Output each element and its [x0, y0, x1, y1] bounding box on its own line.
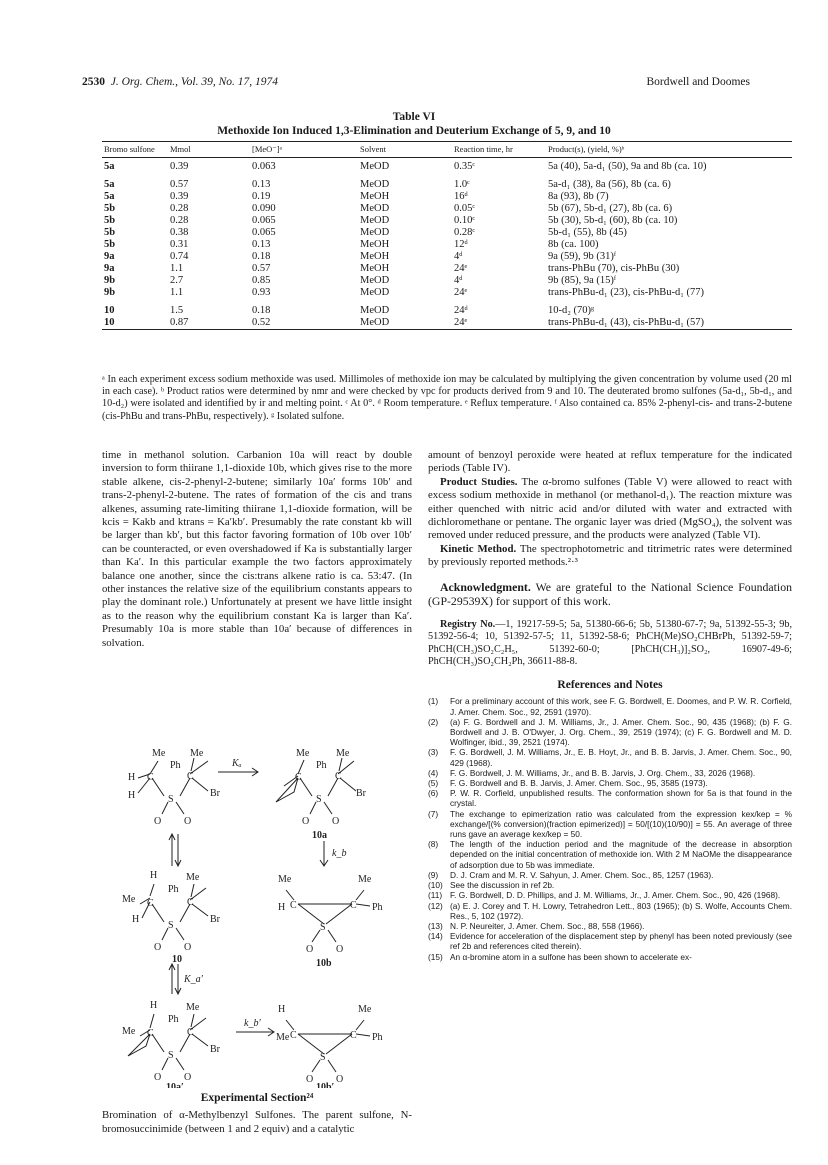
atom-me: Me: [122, 894, 136, 905]
atom-me: Me: [186, 1002, 200, 1013]
cell-mmol: 0.31: [170, 239, 189, 250]
atom-c: C: [187, 771, 194, 782]
reference-item: [428, 931, 792, 951]
reference-number: (7): [428, 808, 439, 819]
reference-number: (6): [428, 788, 439, 799]
registry-heading: Registry No.: [440, 618, 496, 630]
table-row: [102, 191, 792, 203]
table-row: [102, 317, 792, 330]
col-header-meo: [MeO⁻]ᵃ: [252, 144, 282, 154]
reference-text: An α-bromine atom in a sulfone has been shown to accelerate ex-: [450, 951, 692, 962]
atom-ph: Ph: [372, 902, 383, 913]
journal-citation: J. Org. Chem., Vol. 39, No. 17, 1974: [110, 76, 279, 88]
compound-label-10: 10: [172, 954, 182, 965]
atom-ph: Ph: [316, 760, 327, 771]
table-footnotes: ᵃ In each experiment excess sodium methoxide was used. Millimoles of methoxide ion may be calculated by multiplying the given concentration by volume used (20 ml in each case). ᵇ Product ratios were determined by nmr and were checked by vpc for products derived from 9 and 10. The deuterated bromo sulfones (5a-d₁, 5b-d₁, and 10-d₂) were isolated and identified by ir and melting point. ᶜ At 0°. ᵈ Room temperature. ᵉ Reflux temperature. ᶠ Also contained ca. 85% 2-phenyl-cis- and trans-2-butene (cis-PhBu and trans-PhBu, respectively). ᵍ Isolated sulfone.: [102, 374, 792, 422]
cell-products: 8a (93), 8b (7): [548, 191, 609, 202]
reference-item: [428, 788, 792, 808]
reference-number: (13): [428, 920, 443, 931]
results-table: [102, 141, 792, 331]
cell-mmol: 0.38: [170, 227, 189, 238]
atom-c: C: [147, 1028, 154, 1039]
cell-mmol: 0.39: [170, 161, 189, 172]
cell-solvent: MeOH: [360, 263, 390, 274]
table-row: [102, 227, 792, 239]
atom-br: Br: [210, 788, 220, 799]
atom-s: S: [320, 1052, 326, 1063]
cell-mmol: 0.87: [170, 317, 189, 328]
kinetic-method-heading: Kinetic Method.: [440, 542, 517, 555]
atom-br: Br: [210, 914, 220, 925]
table-header-row: [102, 142, 792, 158]
cell-solvent: MeOD: [360, 227, 390, 238]
cell-mmol: 1.1: [170, 263, 184, 274]
atom-s: S: [320, 922, 326, 933]
atom-me: Me: [358, 1004, 372, 1015]
reference-item: [428, 778, 792, 788]
atom-o: O: [306, 944, 314, 955]
page-number: 2530: [82, 76, 105, 88]
cell-products: 5b (67), 5b-d₁ (27), 8b (ca. 6): [548, 203, 673, 214]
reference-item: [428, 870, 792, 880]
reference-number: (8): [428, 839, 439, 850]
discussion-paragraph: time in methanol solution. Carbanion 10a will react by double inversion to form thiirane 1,1-dioxide 10b, which gives rise to the more stable alkene, cis-2-phenyl-2-butene; similarly 10a′ forms 10b′ and trans-2-phenyl-2-butene. The rates of formation of the cis and trans alkenes, assuming rate-limiting thiirane 1,1-dioxide formation, will be kcis = Kakb and ktrans = Ka′kb′. Presumably the rate constant kb will be larger than kb′, but this factor favoring formation of 10b over 10b′ can be counteracted, or even overshadowed if Ka is substantially larger than Ka′. In this particular example the two factors approximately balance one another, since the cis:trans alkene ratio is ca. 53:47. (In other instances the relative size of the equilibrium constants appears to play the dominant role.) Unfortunately at present we have little insight as to the reason why the equilibrium constant Ka is larger than Ka′. Presumably 10a is more stable than 10a′ because of differences in solvation.: [102, 449, 412, 649]
cell-products: trans-PhBu-d₁ (23), cis-PhBu-d₁ (77): [548, 287, 705, 298]
cell-time: 4ᵈ: [454, 275, 463, 286]
cell-mmol: 0.57: [170, 179, 189, 190]
atom-o: O: [154, 1072, 162, 1083]
right-column-text: [428, 449, 792, 962]
reference-item: [428, 696, 792, 716]
atom-s: S: [168, 1050, 174, 1061]
cell-time: 0.28ᶜ: [454, 227, 476, 238]
atom-o: O: [184, 942, 192, 953]
reference-number: (2): [428, 716, 439, 727]
cell-time: 4ᵈ: [454, 251, 463, 262]
cell-sulfone: 9b: [104, 287, 116, 298]
atom-o: O: [302, 816, 310, 827]
atom-me: Me: [186, 872, 200, 883]
table-row: [102, 287, 792, 299]
cell-products: 5a-d₁ (38), 8a (56), 8b (ca. 6): [548, 179, 671, 190]
reference-text: For a preliminary account of this work, see F. G. Bordwell, E. Doomes, and P. W. R. Corfield, J. Amer. Chem. Soc., 92, 2591 (1970).: [450, 696, 792, 717]
reference-text: (a) E. J. Corey and T. H. Lowry, Tetrahedron Lett., 803 (1965); (b) S. Wolfe, Accounts Chem. Res., 5, 102 (1972).: [450, 900, 792, 921]
product-studies-text: The α-bromo sulfones (Table V) were allowed to react with excess sodium methoxide in methanol (or methanol-d₁). The reaction mixture was either quenched with nitric acid and/or diluted with water and extracted with dichloromethane or pentane. The organic layer was dried (MgSO₄), the solvent was removed under reduced pressure, and the products were analyzed (Table VI).: [428, 475, 792, 542]
reference-item: [428, 890, 792, 900]
cell-solvent: MeOD: [360, 179, 390, 190]
cell-sulfone: 9a: [104, 251, 115, 262]
table-row: [102, 215, 792, 227]
cell-time: 0.05ᶜ: [454, 203, 476, 214]
atom-c: C: [187, 897, 194, 908]
reference-text: F. G. Bordwell, D. D. Phillips, and J. M. Williams, Jr., J. Amer. Chem. Soc., 90, 426 (1968).: [450, 890, 781, 901]
cell-products: 5b-d₁ (55), 8b (45): [548, 227, 627, 238]
reference-text: The length of the induction period and the magnitude of the decrease in absorption depended on the initial concentration of methoxide ion. With 2 M NaOMe the disappearance of adsorption due to 5b was immediate.: [450, 839, 792, 870]
atom-ph: Ph: [170, 760, 181, 771]
atom-br: Br: [356, 788, 366, 799]
cell-sulfone: 9b: [104, 275, 116, 286]
reference-text: The exchange to epimerization ratio was calculated from the expression kex/kep = % exchange/[(% conversion)(fraction epimerized)] = 50/[(10)(10/90)] = 55. An average of three runs gave an average kex/kep = 50.: [450, 808, 792, 840]
atom-h: H: [150, 870, 158, 881]
table-caption: Methoxide Ion Induced 1,3-Elimination and Deuterium Exchange of 5, 9, and 10: [217, 125, 611, 137]
cell-sulfone: 5a: [104, 191, 115, 202]
reference-text: P. W. R. Corfield, unpublished results. The conformation shown for 5a is that found in the crystal.: [450, 788, 792, 809]
atom-o: O: [154, 816, 162, 827]
reference-item: [428, 839, 792, 870]
cell-solvent: MeOD: [360, 305, 390, 316]
cell-time: 0.10ᶜ: [454, 215, 476, 226]
cell-sulfone: 5a: [104, 161, 115, 172]
atom-c: C: [295, 772, 302, 783]
references-list: [428, 696, 792, 961]
atom-o: O: [184, 816, 192, 827]
reference-number: (1): [428, 696, 439, 707]
cell-time: 24ᵉ: [454, 287, 468, 298]
reference-text: N. P. Neureiter, J. Amer. Chem. Soc., 88, 558 (1966).: [450, 920, 645, 931]
reference-text: F. G. Bordwell and B. B. Jarvis, J. Amer. Chem. Soc., 95, 3585 (1973).: [450, 778, 708, 789]
atom-c: C: [147, 898, 154, 909]
cell-solvent: MeOD: [360, 317, 390, 328]
cell-solvent: MeOD: [360, 275, 390, 286]
cell-meo: 0.52: [252, 317, 271, 328]
atom-me: Me: [152, 748, 166, 759]
atom-h: H: [278, 1004, 286, 1015]
running-header-left: [82, 76, 278, 88]
product-studies-heading: Product Studies.: [440, 475, 518, 488]
atom-me: Me: [296, 748, 310, 759]
kinetic-method-paragraph: [428, 543, 792, 570]
atom-s: S: [168, 920, 174, 931]
cell-products: trans-PhBu (70), cis-PhBu (30): [548, 263, 680, 274]
reference-item: [428, 809, 792, 840]
atom-h: H: [150, 1000, 158, 1011]
cell-meo: 0.065: [252, 215, 276, 226]
cell-sulfone: 10: [104, 305, 115, 316]
atom-me: Me: [122, 1026, 136, 1037]
reference-text: Evidence for acceleration of the displacement step by phenyl has been noted previously (see ref 2b and references cited therein).: [450, 931, 792, 952]
atom-me: Me: [276, 1032, 290, 1043]
reference-number: (4): [428, 767, 439, 778]
cell-meo: 0.93: [252, 287, 271, 298]
cell-products: 10-d₂ (70)ᵍ: [548, 305, 595, 316]
reference-item: [428, 747, 792, 767]
reference-text: F. G. Bordwell, J. M. Williams, Jr., E. B. Hoyt, Jr., and B. B. Jarvis, J. Amer. Chem. Soc., 90, 429 (1968).: [450, 747, 792, 768]
cell-time: 1.0ᶜ: [454, 179, 470, 190]
cell-solvent: MeOD: [360, 287, 390, 298]
cell-meo: 0.13: [252, 239, 271, 250]
cell-products: 5b (30), 5b-d₁ (60), 8b (ca. 10): [548, 215, 678, 226]
label-kb: k_b: [332, 848, 347, 859]
table-row: [102, 263, 792, 275]
atom-h: H: [128, 790, 136, 801]
scheme-svg: [98, 716, 420, 1088]
cell-solvent: MeOH: [360, 191, 390, 202]
experimental-heading: Experimental Section²⁴: [200, 1092, 314, 1104]
cell-time: 16ᵈ: [454, 191, 468, 202]
table-row: [102, 299, 792, 317]
atom-h: H: [278, 902, 286, 913]
cell-solvent: MeOH: [360, 239, 390, 250]
cell-sulfone: 5a: [104, 179, 115, 190]
atom-me: Me: [358, 874, 372, 885]
reference-text: F. G. Bordwell, J. M. Williams, Jr., and B. B. Jarvis, J. Org. Chem., 33, 2026 (1968).: [450, 767, 756, 778]
cell-meo: 0.85: [252, 275, 271, 286]
table-row: [102, 173, 792, 191]
cell-meo: 0.090: [252, 203, 276, 214]
compound-label-10b-prime: 10b′: [316, 1082, 335, 1088]
atom-h: H: [132, 914, 140, 925]
kinetic-method-text: The spectrophotometric and titrimetric rates were determined by previously reported methods.²·³: [428, 542, 792, 569]
cell-meo: 0.18: [252, 251, 271, 262]
reference-item: [428, 768, 792, 778]
right-para-1: amount of benzoyl peroxide were heated at reflux temperature for the indicated periods (Table IV).: [428, 449, 792, 475]
cell-meo: 0.065: [252, 227, 276, 238]
table-bottom-rule: [102, 330, 792, 332]
cell-sulfone: 5b: [104, 215, 116, 226]
reference-number: (10): [428, 880, 443, 891]
reaction-scheme: [98, 716, 420, 1088]
atom-o: O: [336, 1074, 344, 1085]
col-header-products: Product(s), (yield, %)ᵇ: [548, 144, 625, 154]
reference-text: See the discussion in ref 2b.: [450, 880, 555, 891]
atom-c: C: [350, 1030, 357, 1041]
cell-mmol: 2.7: [170, 275, 184, 286]
compound-label-10a: 10a: [312, 830, 327, 841]
atom-s: S: [316, 794, 322, 805]
cell-solvent: MeOH: [360, 251, 390, 262]
cell-solvent: MeOD: [360, 203, 390, 214]
reference-item: [428, 901, 792, 921]
cell-sulfone: 10: [104, 317, 115, 328]
label-kb-prime: k_b′: [244, 1018, 261, 1029]
acknowledgment-text: We are grateful to the National Science Foundation (GP-29539X) for support of this work.: [428, 579, 792, 609]
atom-c: C: [335, 771, 342, 782]
table-row: [102, 251, 792, 263]
atom-br: Br: [210, 1044, 220, 1055]
atom-o: O: [184, 1072, 192, 1083]
registry-text: —1, 19217-59-5; 5a, 51380-66-6; 5b, 51380-67-7; 9a, 51392-55-3; 9b, 51392-56-4; 10, 51392-57-5; 11, 51392-58-6; PhCH(Me)SO₂CHBrPh, 51392-59-7; PhCH(CH₃)SO₂C₂H₅, 51392-60-0; [PhCH(CH₃)]₂SO₂, 16907-49-6; PhCH(CH₃)SO₂CH₂Ph, 36611-88-8.: [428, 618, 792, 668]
cell-solvent: MeOD: [360, 215, 390, 226]
left-column-text: [102, 449, 412, 650]
atom-c: C: [290, 1030, 297, 1041]
cell-sulfone: 5b: [104, 239, 116, 250]
atom-ph: Ph: [372, 1032, 383, 1043]
table-title: [0, 110, 828, 138]
table-row: [102, 239, 792, 251]
cell-sulfone: 5b: [104, 227, 116, 238]
cell-products: 9b (85), 9a (15)ᶠ: [548, 275, 617, 286]
cell-mmol: 0.28: [170, 203, 189, 214]
experimental-section: [102, 1086, 412, 1136]
reference-number: (3): [428, 747, 439, 758]
atom-ph: Ph: [168, 1014, 179, 1025]
reference-text: (a) F. G. Bordwell and J. M. Williams, Jr., J. Amer. Chem. Soc., 90, 435 (1968); (b) F. G. Bordwell and J. B. O'Dwyer, J. Org. Chem., 39, 2519 (1974); (c) F. G. Bordwell and M. D. Wolfinger, ibid., 39, 2521 (1974).: [450, 716, 792, 748]
cell-solvent: MeOD: [360, 161, 390, 172]
cell-sulfone: 9a: [104, 263, 115, 274]
table-number: Table VI: [392, 111, 436, 123]
running-header-authors: Bordwell and Doomes: [646, 76, 750, 88]
cell-mmol: 0.74: [170, 251, 189, 262]
cell-meo: 0.19: [252, 191, 271, 202]
cell-mmol: 1.5: [170, 305, 184, 316]
atom-me: Me: [190, 748, 204, 759]
col-header-mmol: Mmol: [170, 144, 191, 154]
atom-o: O: [306, 1074, 314, 1085]
col-header-time: Reaction time, hr: [454, 144, 513, 154]
col-header-solvent: Solvent: [360, 144, 386, 154]
cell-time: 24ᵉ: [454, 317, 468, 328]
atom-o: O: [154, 942, 162, 953]
reference-number: (14): [428, 931, 443, 942]
cell-products: 5a (40), 5a-d₁ (50), 9a and 8b (ca. 10): [548, 161, 707, 172]
experimental-text: [102, 1109, 412, 1136]
compound-label-10b: 10b: [316, 958, 332, 969]
reference-text: D. J. Cram and M. R. V. Sahyun, J. Amer. Chem. Soc., 85, 1257 (1963).: [450, 869, 714, 880]
reference-number: (11): [428, 890, 443, 901]
cell-meo: 0.57: [252, 263, 271, 274]
atom-ph: Ph: [168, 884, 179, 895]
atom-c: C: [350, 900, 357, 911]
references-heading: References and Notes: [557, 679, 663, 692]
table-row: [102, 275, 792, 287]
reference-item: [428, 952, 792, 962]
cell-meo: 0.18: [252, 305, 271, 316]
cell-mmol: 0.39: [170, 191, 189, 202]
experimental-body: Bromination of α-Methylbenzyl Sulfones. The parent sulfone, N-bromosuccinimide (between 1 and 2 equiv) and a catalytic: [102, 1109, 412, 1135]
cell-sulfone: 5b: [104, 203, 116, 214]
atom-s: S: [168, 794, 174, 805]
cell-products: 9a (59), 9b (31)ᶠ: [548, 251, 617, 262]
atom-me: Me: [336, 748, 350, 759]
cell-products: trans-PhBu-d₁ (43), cis-PhBu-d₁ (57): [548, 317, 705, 328]
atom-c: C: [147, 772, 154, 783]
atom-o: O: [332, 816, 340, 827]
cell-time: 24ᵈ: [454, 305, 468, 316]
label-ka: Kₐ: [232, 758, 242, 769]
cell-meo: 0.063: [252, 161, 276, 172]
cell-meo: 0.13: [252, 179, 271, 190]
cell-mmol: 1.1: [170, 287, 184, 298]
cell-mmol: 0.28: [170, 215, 189, 226]
col-header-sulfone: Bromo sulfone: [104, 144, 155, 154]
table-row: [102, 158, 792, 174]
table-body: [102, 158, 792, 332]
atom-o: O: [336, 944, 344, 955]
reference-item: [428, 717, 792, 748]
cell-time: 12ᵈ: [454, 239, 468, 250]
acknowledgment-heading: Acknowledgment.: [440, 579, 531, 594]
reference-item: [428, 921, 792, 931]
reference-number: (5): [428, 778, 439, 789]
product-studies-paragraph: [428, 476, 792, 543]
atom-c: C: [187, 1027, 194, 1038]
reference-item: [428, 880, 792, 890]
atom-c: C: [290, 900, 297, 911]
cell-time: 24ᵉ: [454, 263, 468, 274]
atom-h: H: [128, 772, 136, 783]
registry-paragraph: [428, 619, 792, 669]
reference-number: (12): [428, 900, 443, 911]
table-row: [102, 203, 792, 215]
atom-me: Me: [278, 874, 292, 885]
cell-time: 0.35ᶜ: [454, 161, 476, 172]
acknowledgment-paragraph: [428, 580, 792, 609]
reference-number: (15): [428, 951, 443, 962]
label-ka-prime: K_a′: [184, 974, 203, 985]
reference-number: (9): [428, 869, 439, 880]
compound-label-10a-prime: 10a′: [166, 1082, 184, 1088]
cell-products: 8b (ca. 100): [548, 239, 599, 250]
